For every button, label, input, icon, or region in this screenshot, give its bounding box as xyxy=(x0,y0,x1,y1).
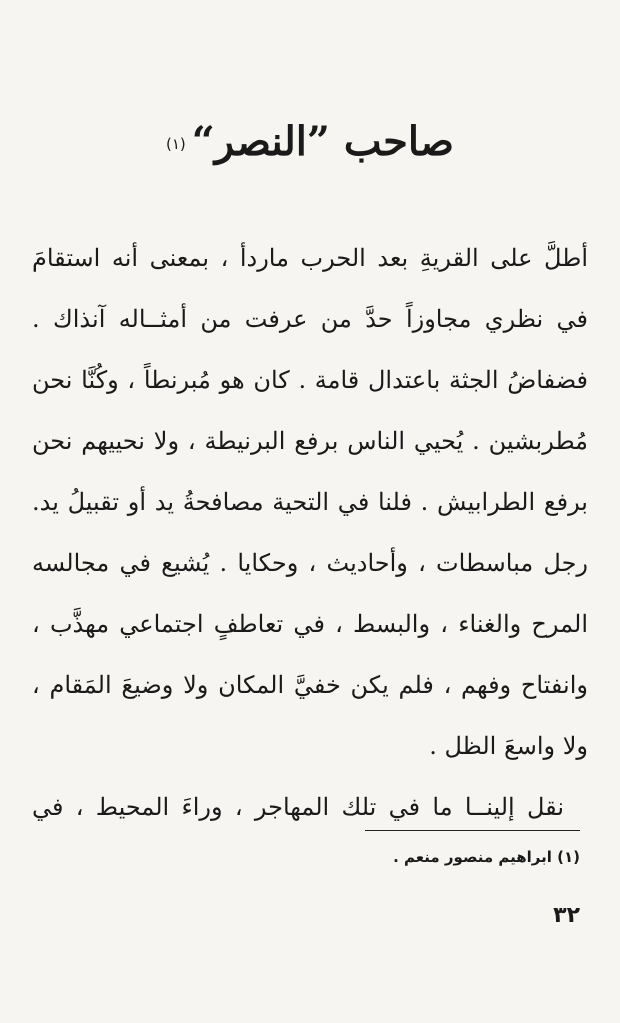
text-line: رجل مباسطات ، وأحاديث ، وحكايا . يُشيع في مجالسه xyxy=(32,549,588,577)
title-footnote-marker: (١) xyxy=(165,134,186,153)
text-line: في نظري مجاوزاً حدَّ من عرفت من أمثــاله آنذاك . xyxy=(32,305,588,333)
body-text xyxy=(32,228,588,838)
text-line: وانفتاح وفهم ، فلم يكن خفيَّ المكان ولا وضيعَ المَقام ، xyxy=(32,671,588,699)
text-line: المرح والغناء ، والبسط ، في تعاطفٍ اجتماعي مهذَّب ، xyxy=(32,610,588,638)
text-line: فضفاضُ الجثة باعتدال قامة . كان هو مُبرنطاً ، وكُنَّا نحن xyxy=(32,366,588,394)
text-line: مُطربشين . يُحيي الناس برفع البرنيطة ، ولا نحييهم نحن xyxy=(32,427,588,455)
footnote: (١) ابراهيم منصور منعم . xyxy=(393,848,580,866)
chapter-title: صاحب ”النصر“ xyxy=(191,118,454,165)
text-line: نقل إلينــا ما في تلك المهاجر ، وراءَ المحيط ، في xyxy=(32,793,564,821)
text-line: أطلَّ على القريةِ بعد الحرب ماردأ ، بمعنى أنه استقامَ xyxy=(32,244,588,272)
text-line: برفع الطرابيش . فلنا في التحية مصافحةُ يد أو تقبيلُ يد. xyxy=(32,488,588,516)
text-line: ولا واسعَ الظل . xyxy=(429,732,588,760)
page-number: ٣٢ xyxy=(553,903,580,928)
chapter-heading xyxy=(0,118,620,165)
footnote-divider xyxy=(365,830,580,831)
